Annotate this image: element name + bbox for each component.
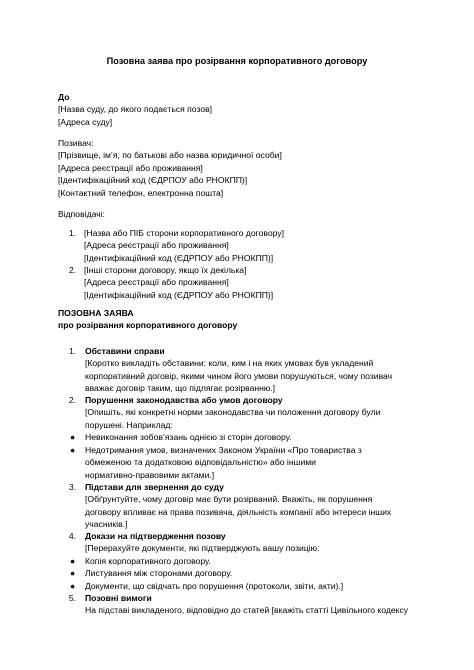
court-address: [Адреса суду]: [58, 116, 113, 127]
bullet-item: [58, 431, 448, 443]
section-title: Позовні вимоги: [85, 593, 152, 603]
section-item: [58, 345, 448, 395]
section-title: Порушення законодавства або умов договору: [85, 395, 283, 405]
bullet-icon: ●: [70, 568, 76, 578]
defendant-name: [Назва або ПІБ сторони корпоративного договору]: [84, 228, 285, 238]
section-text-line: вважає договір таким, що підлягає розірванню.]: [85, 383, 276, 394]
section-item: [58, 592, 448, 617]
list-number: 1.: [68, 346, 76, 356]
bullet-text-line: Недотримання умов, визначених Законом України «Про товариства з: [85, 445, 362, 455]
defendant-id-code: [Ідентифікаційний код (ЄДРПОУ або РНОКПП)]: [84, 252, 274, 263]
section-text-line: договору впливає на права позивача, діяльність компанії або інтереси інших: [85, 506, 392, 517]
defendant-address: [Адреса реєстрації або проживання]: [84, 277, 229, 288]
section-title: Підстави для звернення до суду: [85, 482, 224, 492]
list-number: 3.: [68, 482, 76, 492]
defendant-item: [58, 227, 448, 264]
bullet-item: [58, 555, 448, 567]
claim-subheading: про розірвання корпоративного договору: [58, 320, 238, 331]
section-text-line: [Коротко викладіть обставини: коли, ким і на яких умовах був укладений: [85, 358, 374, 369]
to-label: До: [58, 92, 70, 102]
list-number: 2.: [68, 265, 76, 275]
list-number: 5.: [68, 593, 76, 603]
bullet-icon: ●: [70, 432, 76, 442]
section-title: Обставини справи: [85, 346, 165, 356]
document-title: Позовна заява про розірвання корпоративного договору: [106, 56, 368, 66]
bullet-item: [58, 444, 448, 481]
defendant-id-code: [Ідентифікаційний код (ЄДРПОУ або РНОКПП)]: [84, 289, 274, 300]
bullet-text-line: Копія корпоративного договору.: [85, 556, 211, 566]
list-number: 4.: [68, 531, 76, 541]
plaintiff-address: [Адреса реєстрації або проживання]: [58, 162, 203, 173]
section-title: Докази на підтвердження позову: [85, 531, 226, 541]
bullet-text-line: Невиконання зобов’язань однією зі сторін договору.: [85, 432, 292, 442]
list-number: 1.: [68, 228, 76, 238]
bullet-text-line: Листування між сторонами договору.: [85, 568, 233, 578]
court-block: [58, 91, 448, 128]
section-text-line: учасників.]: [85, 519, 128, 530]
bullet-text-line: обмеженою та додатковою відповідальністю» або іншими: [85, 457, 316, 468]
bullet-icon: ●: [70, 556, 76, 566]
bullet-item: [58, 567, 448, 579]
bullet-icon: ●: [70, 445, 76, 455]
section-text-line: [Опишіть, які конкретні норми законодавства чи положення договору були: [85, 407, 381, 418]
claim-heading-block: [58, 307, 448, 332]
bullet-item: [58, 580, 448, 592]
section-item: [58, 394, 448, 431]
bullet-text-line: нормативно-правовими актами.]: [85, 469, 215, 480]
list-number: 2.: [68, 395, 76, 405]
defendant-address: [Адреса реєстрації або проживання]: [84, 240, 229, 251]
section-item: [58, 481, 448, 531]
section-text-line: корпоративний договір, якими чином його умови порушуються, чому позивач: [85, 370, 393, 381]
defendant-item: [58, 264, 448, 301]
plaintiff-id-code: [Ідентифікаційний код (ЄДРПОУ або РНОКПП)]: [58, 175, 248, 186]
court-name: [Назва суду, до якого подається позов]: [58, 104, 213, 115]
bullet-text-line: Документи, що свідчать про порушення (протоколи, звіти, акти).]: [85, 581, 344, 591]
defendants-label: Відповідачі:: [58, 209, 105, 219]
plaintiff-label: Позивач:: [58, 138, 94, 148]
bullet-icon: ●: [70, 581, 76, 591]
plaintiff-contacts: [Контактний телефон, електронна пошта]: [58, 187, 224, 198]
section-text-line: На підставі викладеного, відповідно до статей [вкажіть статті Цивільного кодексу: [85, 605, 409, 616]
defendant-name: [Інші сторони договору, якщо їх декілька]: [84, 265, 247, 275]
claim-heading: ПОЗОВНА ЗАЯВА: [58, 308, 134, 318]
plaintiff-block: [58, 137, 448, 199]
section-text-line: [Обґрунтуйте, чому договір має бути розірваний. Вкажіть, як порушення: [85, 494, 373, 505]
plaintiff-name: [Прізвище, ім’я, по батькові або назва юридичної особи]: [58, 150, 282, 161]
section-text-line: [Перерахуйте документи, які підтверджують вашу позицію:: [85, 543, 320, 554]
section-text-line: порушені. Наприклад:: [85, 419, 173, 430]
section-item: [58, 530, 448, 555]
